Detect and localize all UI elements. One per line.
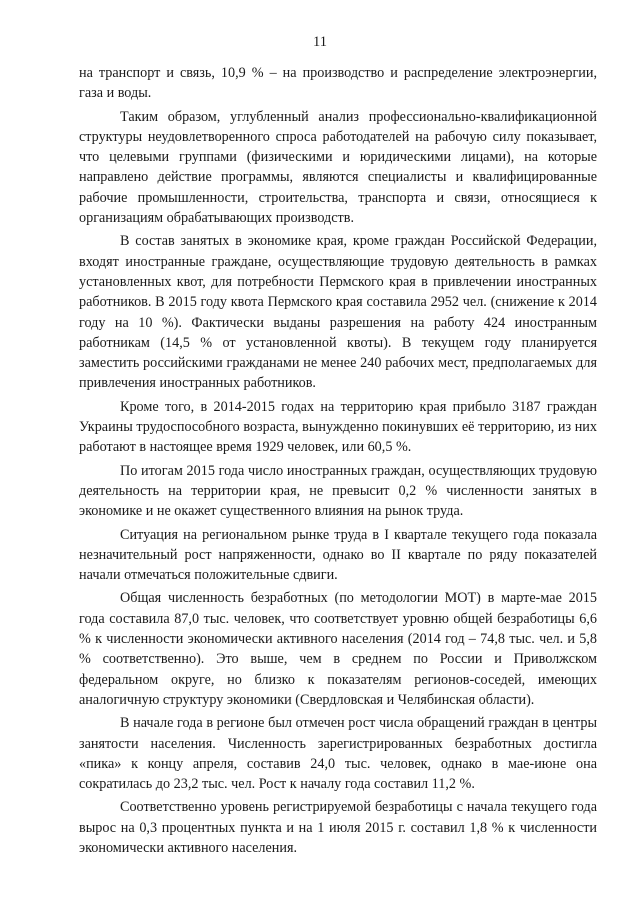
paragraph: на транспорт и связь, 10,9 % – на производство и распределение электроэнергии, газа и воды.	[79, 65, 597, 102]
paragraph: Общая численность безработных (по методологии МОТ) в марте-мае 2015 года составила 87,0 тыс. человек, что соответствует уровню общей безработицы 6,6 % к численности экономически активного населения (2014 год – 74,8 тыс. чел. и 5,8 % соответственно). Это выше, чем в среднем по России и Приволжском федеральном округе, но близко к показателям регионов-соседей, имеющих аналогичную структуру экономики (Свердловская и Челябинская области).	[79, 590, 597, 708]
paragraph: По итогам 2015 года число иностранных граждан, осуществляющих трудовую деятельность на территории края, не превысит 0,2 % численности занятых в экономике и не окажет существенного влияния на рынок труда.	[79, 462, 597, 520]
paragraph: В состав занятых в экономике края, кроме граждан Российской Федерации, входят иностранные граждане, осуществляющие трудовую деятельность в рамках установленных квот, для потребности Пермского края в привлечении иностранных работников. В 2015 году квота Пермского края составила 2952 чел. (снижение к 2014 году на 10 %). Фактически выданы разрешения на работу 424 иностранным работникам (14,5 % от установленной квоты). В текущем году планируется заместить российскими гражданами не менее 240 рабочих мест, предполагаемых для привлечения иностранных работников.	[79, 233, 597, 392]
document-body	[79, 63, 597, 861]
paragraph: Кроме того, в 2014-2015 годах на территорию края прибыло 3187 граждан Украины трудоспособного возраста, вынужденно покинувших её территорию, из них работают в настоящее время 1929 человек, или 60,5 %.	[79, 398, 597, 456]
paragraph: Соответственно уровень регистрируемой безработицы с начала текущего года вырос на 0,3 процентных пункта и на 1 июля 2015 г. составил 1,8 % к численности экономически активного населения.	[79, 799, 597, 856]
paragraph: Ситуация на региональном рынке труда в I квартале текущего года показала незначительный рост напряженности, однако во II квартале по ряду показателей начали отмечаться положительные сдвиги.	[79, 526, 597, 584]
paragraph: В начале года в регионе был отмечен рост числа обращений граждан в центры занятости населения. Численность зарегистрированных безработных достигла «пика» к концу апреля, составив 24,0 тыс. человек, однако в мае-июне она сократилась до 23,2 тыс. чел. Рост к началу года составил 11,2 %.	[79, 715, 597, 793]
paragraph: Таким образом, углубленный анализ профессионально-квалификационной структуры неудовлетворенного спроса работодателей на рабочую силу показывает, что целевыми группами (физическими и юридическими лицами), на которые направлено действие программы, являются специалисты и квалифицированные рабочие промышленности, строительства, транспорта и связи, относящиеся к организациям обрабатывающих производств.	[79, 108, 597, 227]
page-number: 11	[313, 34, 327, 50]
